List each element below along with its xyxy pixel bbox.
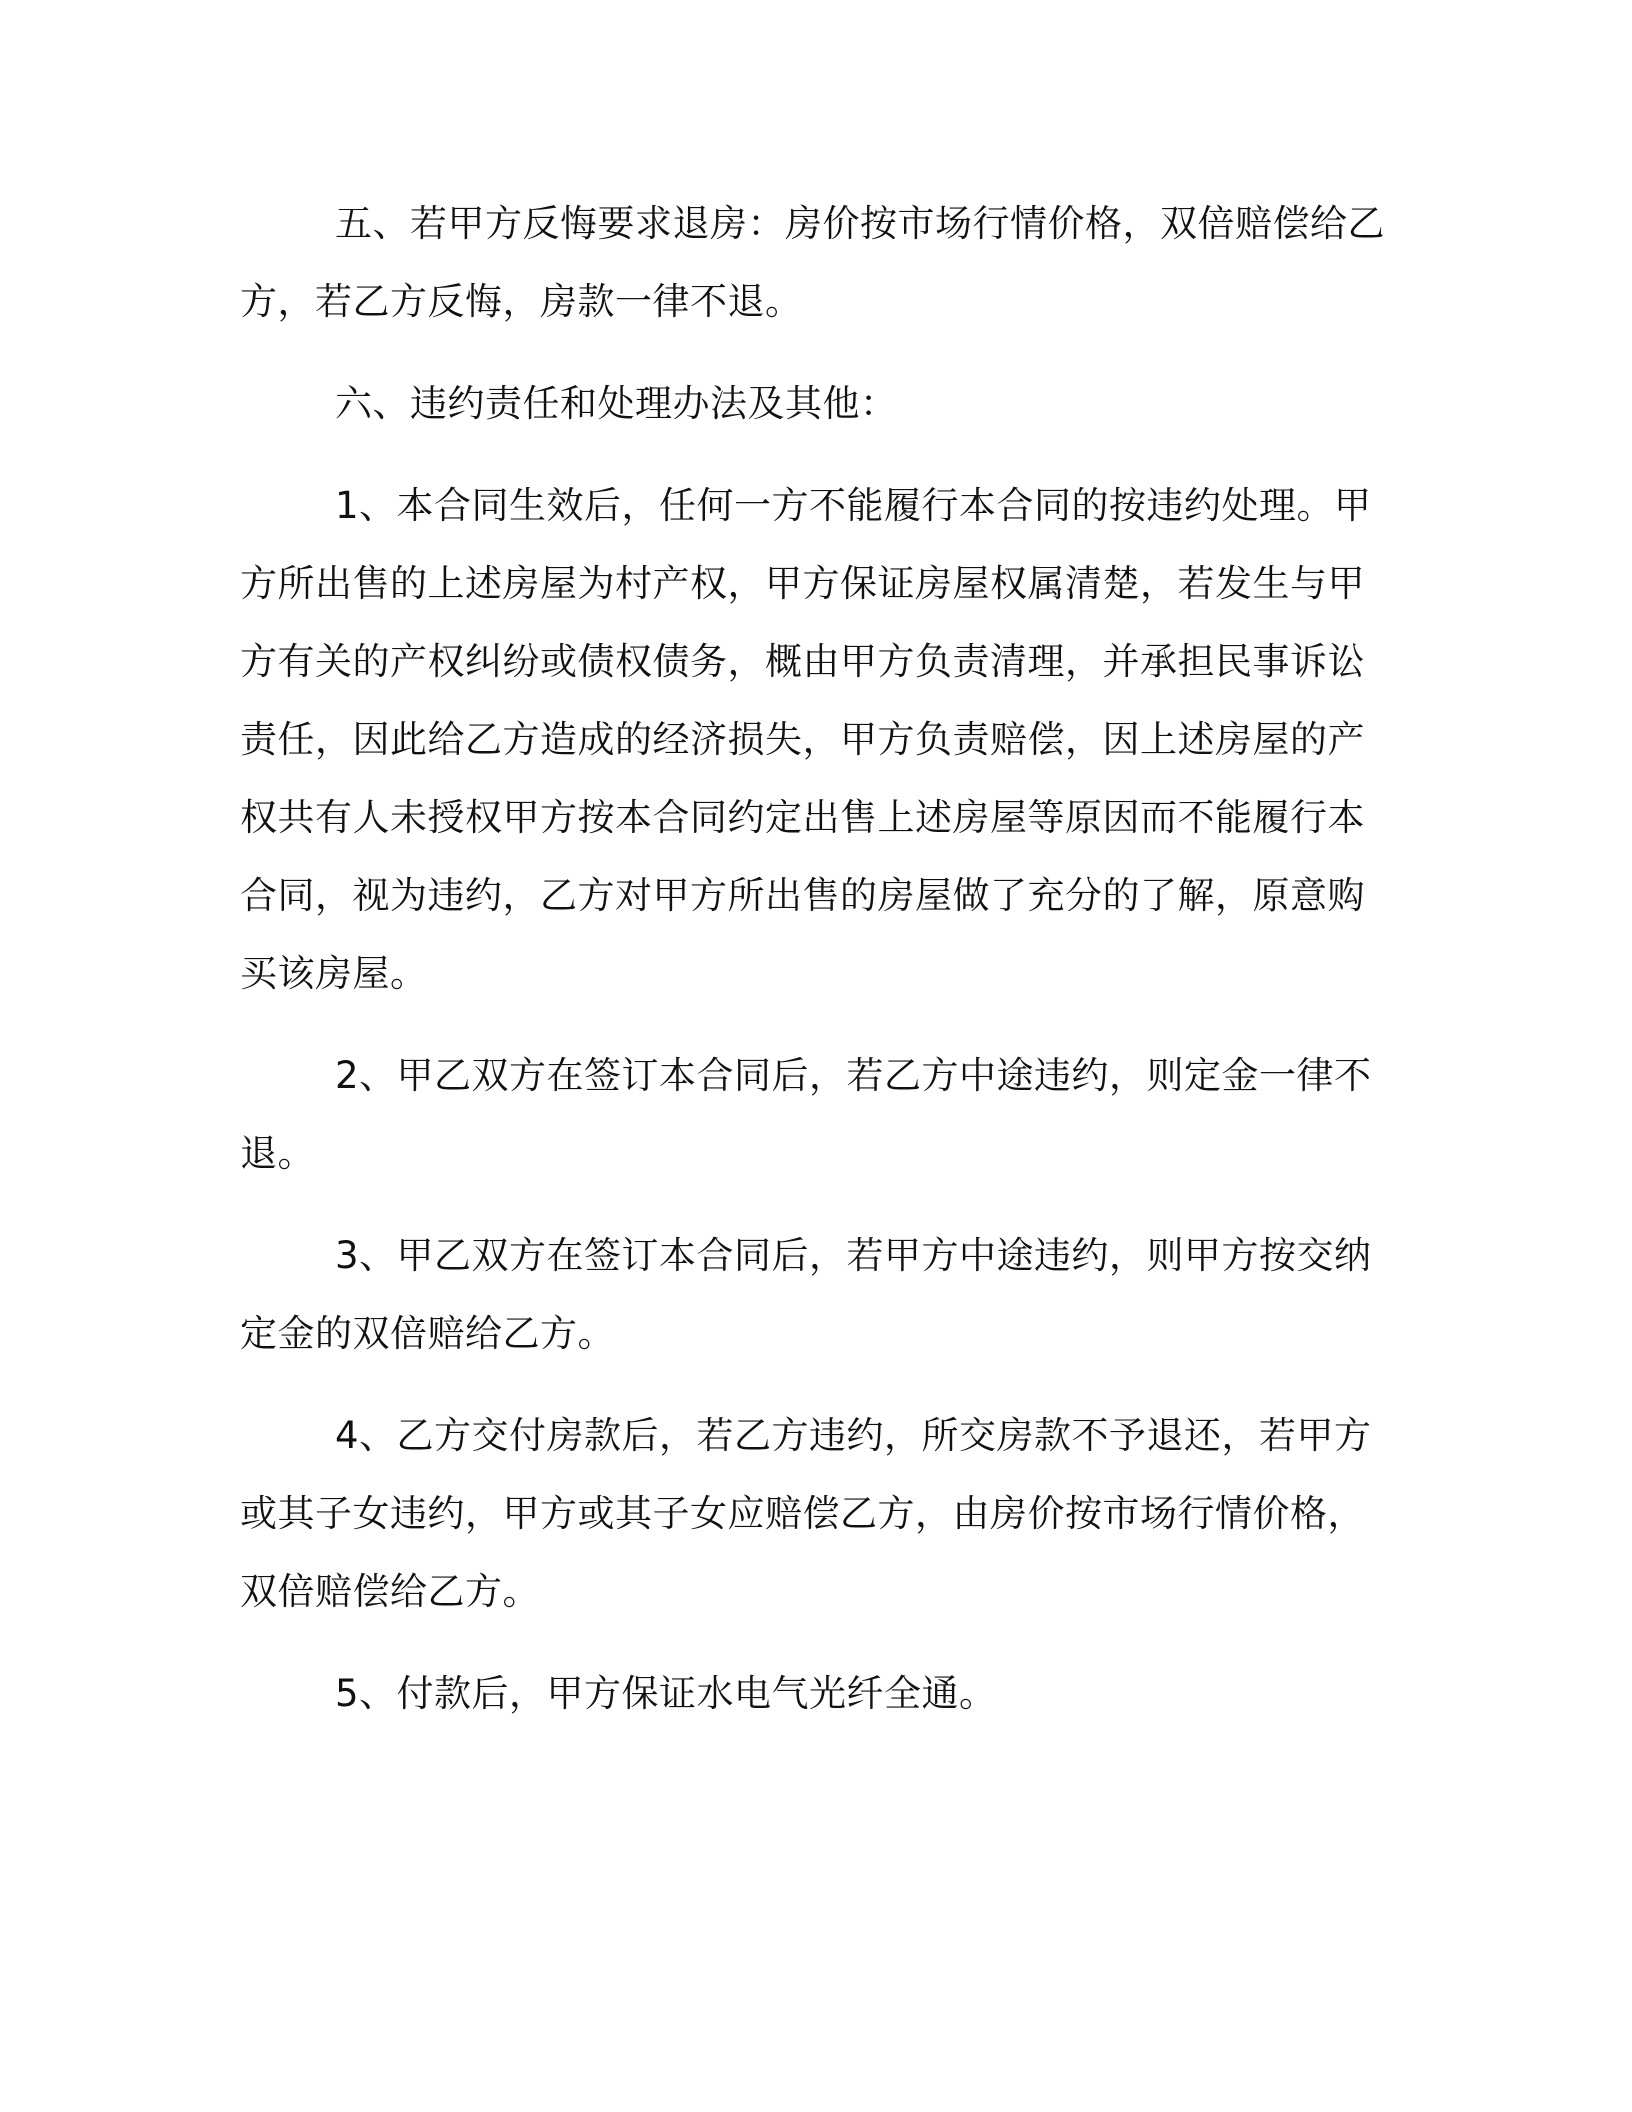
paragraph-item-5: 5、付款后，甲方保证水电气光纤全通。 bbox=[335, 1672, 997, 1715]
paragraph-breach-heading: 六、违约责任和处理办法及其他： bbox=[335, 382, 898, 425]
paragraph-item-2: 2、甲乙双方在签订本合同后，若乙方中途违约，则定金一律不退。 bbox=[240, 1054, 1372, 1175]
document-page bbox=[240, 185, 1390, 1733]
paragraph-item-3: 3、甲乙双方在签订本合同后，若甲方中途违约，则甲方按交纳定金的双倍赔给乙方。 bbox=[240, 1234, 1372, 1355]
paragraph-item-1: 1、本合同生效后，任何一方不能履行本合同的按违约处理。甲方所出售的上述房屋为村产权，甲方保证房屋权属清楚，若发生与甲方有关的产权纠纷或债权债务，概由甲方负责清理，并承担民事诉讼责任，因此给乙方造成的经济损失，甲方负责赔偿，因上述房屋的产权共有人未授权甲方按本合同约定出售上述房屋等原因而不能履行本合同，视为违约，乙方对甲方所出售的房屋做了充分的了解，原意购买该房屋。 bbox=[240, 484, 1372, 995]
paragraph-item-4: 4、乙方交付房款后，若乙方违约，所交房款不予退还，若甲方或其子女违约，甲方或其子女应赔偿乙方，由房价按市场行情价格，双倍赔偿给乙方。 bbox=[240, 1414, 1372, 1613]
paragraph-refund-clause: 五、若甲方反悔要求退房：房价按市场行情价格，双倍赔偿给乙方，若乙方反悔，房款一律不退。 bbox=[240, 202, 1385, 323]
